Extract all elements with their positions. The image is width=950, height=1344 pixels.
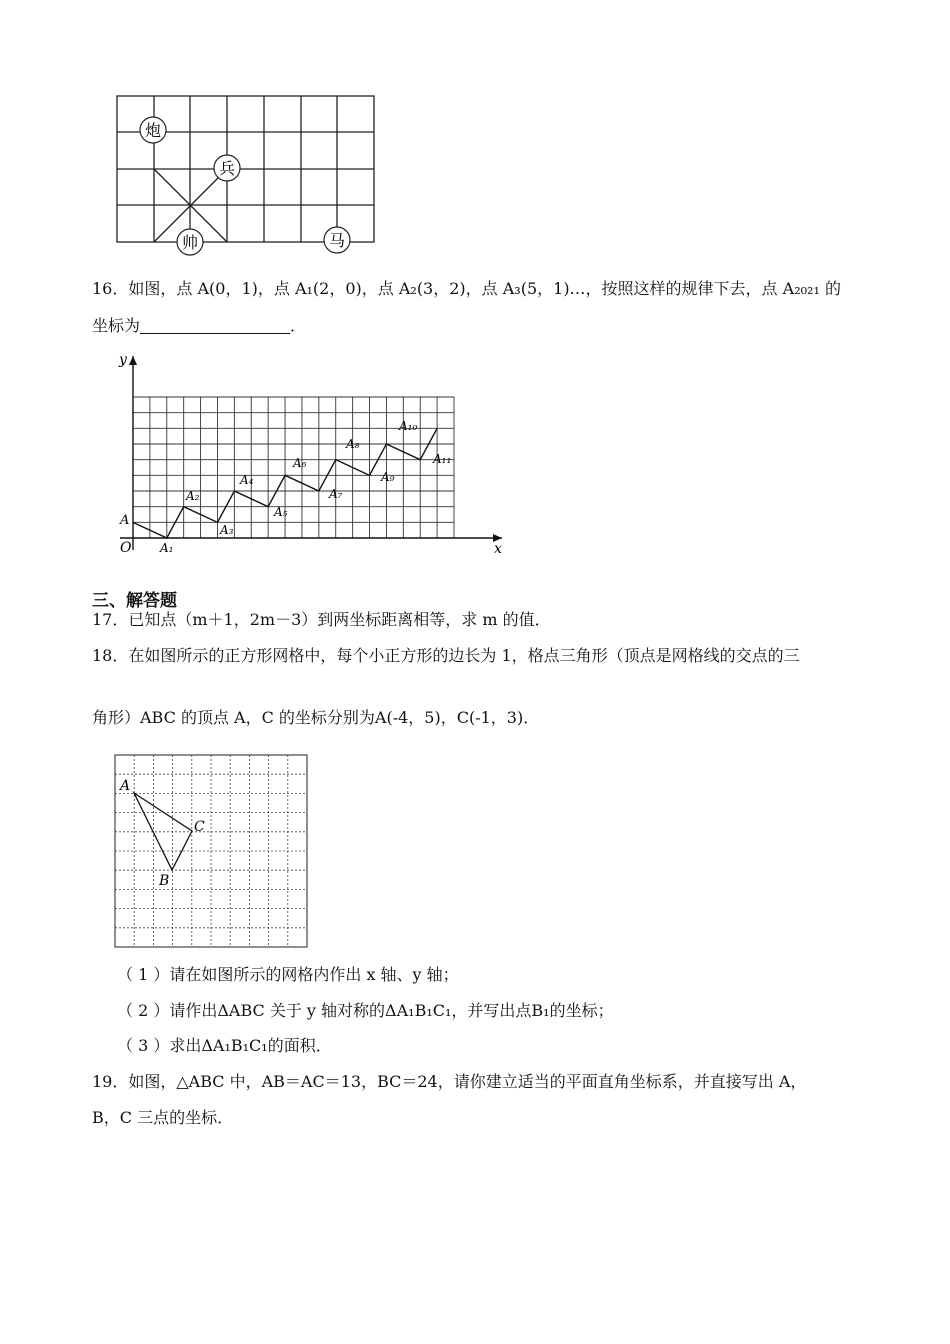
point-label-A2: A₂ (186, 489, 200, 503)
vertex-label-B: B (159, 873, 170, 889)
q18-sub3: （ 3 ）求出ΔA₁B₁C₁的面积． (117, 1036, 332, 1055)
q16-text: 如图，点 A(0，1)，点 A₁(2，0)，点 A₂(3，2)，点 A₃(5，1)…，按照这样的规律下去，点 A₂₀₂₁ 的 (128, 279, 841, 298)
q16-number: 16． (92, 279, 129, 298)
chess-piece-label: 马 (328, 231, 346, 250)
point-label-A8: A₈ (346, 437, 360, 451)
q16-line2 (92, 315, 306, 337)
point-label-A1: A₁ (160, 541, 174, 555)
axis-y-label: y (119, 352, 127, 368)
vertex-label-A: A (120, 778, 131, 794)
point-label-A7: A₇ (329, 487, 343, 501)
q18-line1: 18．在如图所示的正方形网格中，每个小正方形的边长为 1，格点三角形（顶点是网格线的交点的三 (92, 646, 800, 665)
chess-piece-ma (324, 227, 350, 253)
chess-board-figure (100, 85, 390, 260)
point-label-A5: A₅ (274, 505, 288, 519)
point-label-A3: A₃ (220, 523, 234, 537)
q18-line2: 角形）ABC 的顶点 A，C 的坐标分别为A(-4，5)，C(-1，3)． (92, 708, 540, 727)
q19-line2: B，C 三点的坐标． (92, 1108, 234, 1127)
q19-line1: 19．如图，△ABC 中，AB＝AC＝13，BC＝24，请你建立适当的平面直角坐标系，并直接写出 A， (92, 1072, 807, 1091)
point-label-A11: A₁₁ (433, 452, 452, 466)
axis-x-label: x (494, 541, 502, 557)
q16-prefix: 坐标为 (92, 316, 141, 335)
q16-suffix: ． (290, 316, 307, 335)
q18-triangle-grid-figure (110, 750, 315, 955)
chess-piece-bing (214, 155, 240, 181)
vertex-label-C: C (194, 819, 205, 835)
point-label-A9: A₉ (381, 470, 395, 484)
point-label-A4: A₄ (240, 473, 254, 487)
q17-text: 17．已知点（m＋1，2m－3）到两坐标距离相等，求 m 的值． (92, 610, 551, 629)
answer-blank (140, 317, 290, 334)
chess-piece-label: 帅 (181, 233, 199, 252)
q18-sub2: （ 2 ）请作出ΔABC 关于 y 轴对称的ΔA₁B₁C₁，并写出点B₁的坐标； (117, 1001, 614, 1020)
chess-piece-shuai (177, 229, 203, 255)
section-heading: 三、解答题 (92, 591, 177, 611)
chess-piece-pao (140, 117, 166, 143)
chess-piece-label: 炮 (144, 121, 162, 140)
origin-label: O (120, 540, 132, 556)
q18-sub1: （ 1 ）请在如图所示的网格内作出 x 轴、y 轴； (117, 965, 459, 984)
point-label-A6: A₆ (293, 456, 307, 470)
point-label-A: A (120, 513, 130, 528)
q16-zigzag-figure (110, 350, 510, 560)
point-label-A10: A₁₀ (399, 419, 418, 433)
chess-piece-label: 兵 (218, 159, 236, 178)
q16-line1 (92, 278, 841, 300)
